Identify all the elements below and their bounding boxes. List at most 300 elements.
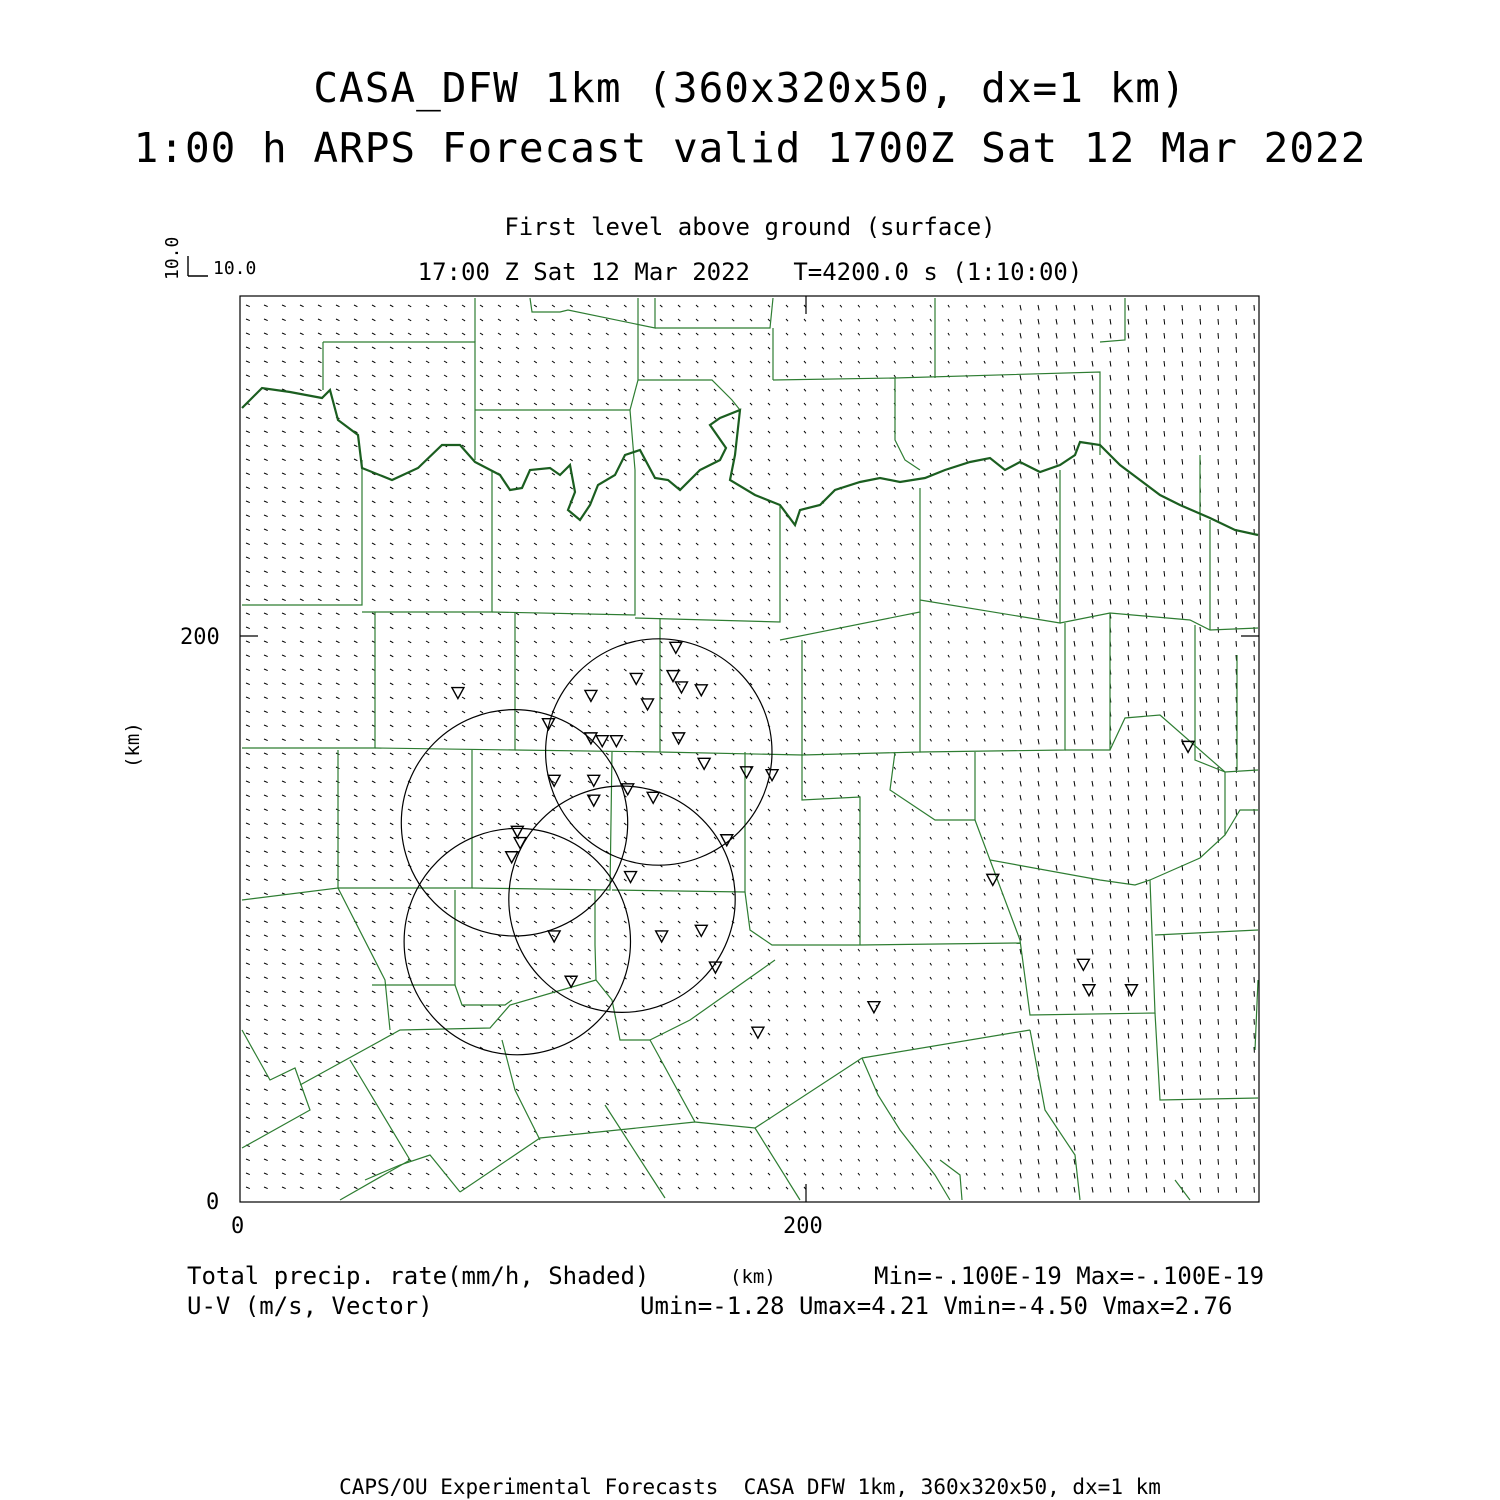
wind-vector (282, 641, 286, 643)
wind-vector (858, 655, 860, 657)
wind-vector (1074, 627, 1075, 633)
wind-vector (444, 991, 447, 993)
wind-vector (534, 641, 537, 643)
wind-vector (678, 655, 680, 657)
wind-vector (1056, 501, 1057, 507)
wind-vector (984, 1131, 985, 1134)
wind-vector (930, 837, 932, 839)
wind-vector (588, 599, 591, 601)
wind-vector (966, 739, 967, 742)
wind-vector (390, 1159, 393, 1161)
wind-vector (1182, 529, 1183, 535)
wind-vector (480, 1117, 483, 1119)
wind-vector (876, 949, 878, 951)
wind-vector (552, 529, 555, 531)
wind-vector (1002, 403, 1003, 406)
wind-vector (1002, 1159, 1003, 1162)
wind-vector (282, 347, 286, 349)
wind-vector (534, 1005, 537, 1007)
wind-vector (984, 613, 985, 616)
wind-vector (948, 725, 949, 727)
wind-vector (318, 333, 322, 335)
wind-vector (1110, 501, 1111, 507)
wind-vector (1164, 1117, 1165, 1123)
wind-vector (1200, 879, 1201, 885)
wind-vector (462, 473, 465, 475)
wind-vector (408, 711, 411, 713)
wind-vector (624, 1159, 627, 1161)
wind-vector (552, 753, 555, 755)
wind-vector (354, 417, 357, 419)
wind-vector (462, 907, 465, 909)
wind-vector (498, 1047, 501, 1049)
wind-vector (282, 375, 286, 377)
wind-vector (822, 1173, 824, 1175)
wind-vector (804, 1145, 806, 1147)
wind-vector (750, 361, 752, 363)
wind-vector (1200, 809, 1201, 815)
wind-vector (822, 557, 824, 559)
wind-vector (966, 935, 967, 938)
wind-vector (894, 851, 896, 853)
wind-vector (300, 879, 304, 881)
wind-vector (930, 697, 932, 699)
wind-vector (1128, 403, 1129, 409)
wind-vector (732, 907, 734, 909)
wind-vector (336, 655, 340, 657)
wind-vector (1074, 571, 1075, 577)
wind-vector (894, 1033, 896, 1035)
wind-vector (858, 361, 860, 363)
wind-vector (1056, 935, 1057, 941)
wind-vector (480, 893, 483, 895)
wind-vector (732, 599, 734, 601)
wind-vector (300, 571, 304, 573)
wind-vector (624, 1173, 627, 1175)
wind-vector (354, 1089, 357, 1091)
wind-vector (570, 1019, 573, 1021)
wind-vector (732, 767, 734, 769)
wind-vector (1164, 907, 1165, 913)
wind-vector (354, 907, 357, 909)
wind-vector (750, 1187, 752, 1189)
wind-vector (930, 907, 932, 909)
wind-vector (804, 935, 806, 937)
wind-vector (894, 1075, 896, 1077)
wind-vector (966, 557, 967, 560)
wind-vector (840, 739, 842, 741)
wind-vector (318, 389, 322, 391)
wind-vector (498, 1075, 501, 1077)
wind-vector (1038, 1033, 1039, 1038)
wind-vector (876, 921, 878, 923)
wind-vector (1092, 977, 1093, 983)
wind-vector (606, 375, 609, 377)
wind-vector (390, 1089, 393, 1091)
wind-vector (498, 683, 501, 685)
wind-vector (390, 403, 393, 405)
wind-vector (408, 1047, 411, 1049)
wind-vector (282, 683, 286, 685)
wind-vector (660, 879, 662, 881)
wind-vector (1128, 683, 1129, 689)
wind-vector (984, 1047, 985, 1050)
wind-vector (1128, 865, 1129, 871)
wind-vector (1146, 571, 1147, 577)
wind-vector (534, 739, 537, 741)
wind-vector (318, 613, 322, 615)
wind-vector (804, 711, 806, 713)
wind-vector (498, 781, 501, 783)
wind-vector (1110, 585, 1111, 591)
wind-vector (462, 585, 465, 587)
wind-vector (642, 711, 645, 713)
wind-vector (840, 1145, 842, 1147)
wind-vector (246, 571, 250, 573)
wind-vector (642, 571, 645, 573)
wind-vector (1002, 445, 1003, 448)
wind-vector (588, 725, 591, 727)
wind-vector (1110, 1131, 1111, 1137)
wind-vector (1236, 557, 1237, 563)
wind-vector (462, 1019, 465, 1021)
wind-vector (1074, 781, 1075, 787)
wind-vector (372, 935, 375, 937)
wind-vector (354, 361, 357, 363)
wind-vector (912, 333, 914, 335)
wind-vector (1128, 389, 1129, 395)
wind-vector (372, 571, 375, 573)
wind-vector (1092, 459, 1093, 465)
wind-vector (1092, 655, 1093, 661)
wind-vector (714, 1131, 716, 1133)
wind-vector (516, 963, 519, 965)
wind-vector (570, 389, 573, 391)
wind-vector (930, 1173, 932, 1175)
wind-vector (606, 417, 609, 419)
wind-vector (1218, 641, 1219, 647)
wind-vector (318, 1033, 322, 1035)
wind-vector (336, 403, 340, 405)
wind-vector (588, 361, 591, 363)
wind-vector (1218, 1005, 1219, 1011)
wind-vector (966, 697, 967, 700)
wind-vector (1182, 473, 1183, 479)
station-marker (585, 690, 597, 701)
wind-vector (246, 753, 250, 755)
wind-vector (1200, 389, 1201, 395)
wind-vector (1200, 893, 1201, 899)
wind-vector (426, 319, 429, 321)
wind-vector (426, 501, 429, 503)
wind-vector (444, 753, 447, 755)
wind-vector (984, 1159, 985, 1162)
valid-time-subtitle: 17:00 Z Sat 12 Mar 2022 T=4200.0 s (1:10:00) (417, 258, 1083, 286)
wind-vector (948, 1019, 949, 1021)
wind-vector (606, 501, 609, 503)
wind-vector (1074, 361, 1075, 367)
wind-vector (678, 445, 680, 447)
wind-vector (822, 305, 824, 307)
wind-vector (1056, 543, 1057, 549)
wind-vector (1056, 599, 1057, 605)
wind-vector (948, 431, 949, 433)
wind-vector (1200, 599, 1201, 605)
wind-vector (930, 1159, 932, 1161)
wind-vector (912, 585, 914, 587)
wind-vector (1182, 389, 1183, 395)
wind-vector (1164, 1047, 1165, 1053)
wind-vector (624, 893, 627, 895)
wind-vector (1182, 1145, 1183, 1151)
wind-vector (1038, 991, 1039, 996)
wind-vector (840, 375, 842, 377)
wind-vector (714, 1089, 716, 1091)
wind-vector (1038, 739, 1039, 744)
wind-vector (714, 1117, 716, 1119)
wind-vector (336, 739, 340, 741)
wind-vector (480, 851, 483, 853)
wind-vector (318, 347, 322, 349)
wind-vector (1092, 669, 1093, 675)
wind-vector (1110, 865, 1111, 871)
wind-vector (678, 907, 680, 909)
wind-vector (534, 389, 537, 391)
wind-vector (786, 809, 788, 811)
wind-vector (300, 781, 304, 783)
wind-vector (1146, 1075, 1147, 1081)
wind-vector (678, 571, 680, 573)
wind-vector (624, 543, 627, 545)
wind-vector (642, 487, 645, 489)
wind-vector (606, 459, 609, 461)
wind-vector (714, 655, 716, 657)
wind-vector (876, 781, 878, 783)
wind-vector (1074, 1047, 1075, 1053)
wind-vector (732, 319, 734, 321)
wind-vector (1218, 389, 1219, 395)
wind-vector (264, 417, 268, 419)
wind-vector (1092, 921, 1093, 927)
wind-vector (318, 711, 322, 713)
wind-vector (300, 613, 304, 615)
wind-vector (300, 459, 304, 461)
wind-vector (876, 991, 878, 993)
wind-vector (318, 515, 322, 517)
wind-vector (354, 851, 357, 853)
wind-vector (660, 515, 662, 517)
wind-vector (444, 669, 447, 671)
wind-vector (516, 1159, 519, 1161)
wind-vector (498, 403, 501, 405)
wind-vector (1146, 1131, 1147, 1137)
wind-vector (570, 1033, 573, 1035)
wind-vector (1236, 641, 1237, 647)
wind-vector (696, 669, 698, 671)
wind-vector (894, 529, 896, 531)
wind-vector (894, 347, 896, 349)
wind-vector (606, 977, 609, 979)
wind-vector (282, 837, 286, 839)
wind-vector (732, 305, 734, 307)
wind-vector (318, 571, 322, 573)
wind-vector (246, 851, 250, 853)
wind-vector (660, 333, 662, 335)
wind-vector (912, 781, 914, 783)
wind-vector (426, 669, 429, 671)
wind-vector (804, 977, 806, 979)
wind-vector (1164, 991, 1165, 997)
wind-vector (696, 1187, 698, 1189)
wind-vector (930, 963, 932, 965)
wind-vector (1200, 921, 1201, 927)
wind-vector (372, 403, 375, 405)
wind-vector (552, 305, 555, 307)
wind-vector (426, 445, 429, 447)
wind-vector (768, 403, 770, 405)
wind-vector (714, 529, 716, 531)
wind-vector (264, 1005, 268, 1007)
map-title-line-2: 1:00 h ARPS Forecast valid 1700Z Sat 12 Mar 2022 (133, 124, 1367, 172)
wind-vector (948, 739, 949, 741)
wind-vector (1128, 585, 1129, 591)
wind-vector (1200, 627, 1201, 633)
wind-vector (570, 865, 573, 867)
wind-vector (642, 1117, 645, 1119)
wind-vector (750, 739, 752, 741)
wind-vector (1200, 403, 1201, 409)
wind-vector (1128, 599, 1129, 605)
wind-vector (1092, 795, 1093, 801)
wind-vector (1074, 487, 1075, 493)
wind-vector (1200, 711, 1201, 717)
wind-vector (642, 1075, 645, 1077)
wind-vector (642, 753, 645, 755)
wind-vector (624, 599, 627, 601)
wind-vector (480, 725, 483, 727)
wind-vector (264, 907, 268, 909)
station-marker (698, 758, 710, 769)
wind-vector (426, 907, 429, 909)
wind-vector (588, 347, 591, 349)
wind-vector (876, 1047, 878, 1049)
wind-vector (624, 431, 627, 433)
wind-vector (372, 599, 375, 601)
wind-vector (714, 669, 716, 671)
wind-vector (282, 333, 286, 335)
wind-vector (750, 599, 752, 601)
wind-vector (876, 739, 878, 741)
wind-vector (318, 823, 322, 825)
station-marker (695, 925, 707, 936)
wind-vector (264, 445, 268, 447)
wind-vector (930, 795, 932, 797)
wind-vector (390, 753, 393, 755)
wind-vector (750, 1117, 752, 1119)
wind-vector (480, 389, 483, 391)
wind-vector (1002, 655, 1003, 658)
wind-vector (282, 879, 286, 881)
wind-vector (786, 907, 788, 909)
wind-vector (1110, 1117, 1111, 1123)
wind-vector (390, 851, 393, 853)
wind-vector (750, 879, 752, 881)
wind-vector (966, 1089, 967, 1092)
wind-vector (804, 319, 806, 321)
wind-vector (372, 417, 375, 419)
wind-vector (840, 585, 842, 587)
wind-vector (354, 669, 357, 671)
wind-vector (462, 711, 465, 713)
wind-vector (624, 375, 627, 377)
wind-vector (1074, 543, 1075, 549)
wind-vector (516, 473, 519, 475)
wind-vector (498, 809, 501, 811)
wind-vector (570, 487, 573, 489)
wind-vector (300, 599, 304, 601)
wind-vector (390, 963, 393, 965)
wind-vector (642, 543, 645, 545)
wind-vector (408, 823, 411, 825)
wind-vector (1128, 459, 1129, 465)
wind-vector (822, 1033, 824, 1035)
wind-vector (1218, 823, 1219, 829)
wind-vector (480, 361, 483, 363)
wind-vector (858, 613, 860, 615)
wind-vector (642, 529, 645, 531)
wind-vector (408, 1187, 411, 1189)
wind-vector (1236, 403, 1237, 409)
wind-vector (498, 375, 501, 377)
wind-vector (642, 1145, 645, 1147)
wind-vector (696, 809, 698, 811)
wind-vector (930, 487, 932, 489)
wind-vector (1074, 739, 1075, 745)
wind-vector (354, 1075, 357, 1077)
wind-vector (876, 571, 878, 573)
wind-vector (498, 977, 501, 979)
wind-vector (732, 669, 734, 671)
wind-vector (732, 361, 734, 363)
wind-vector (552, 725, 555, 727)
wind-vector (408, 851, 411, 853)
wind-vector (1020, 487, 1021, 492)
wind-vector (966, 501, 967, 504)
station-marker (695, 685, 707, 696)
wind-vector (390, 1145, 393, 1147)
wind-vector (1218, 417, 1219, 423)
wind-vector (696, 949, 698, 951)
wind-vector (552, 1061, 555, 1063)
wind-vector (786, 305, 788, 307)
wind-vector (714, 501, 716, 503)
wind-vector (1020, 809, 1021, 814)
wind-vector (462, 655, 465, 657)
wind-vector (696, 319, 698, 321)
wind-vector (1056, 809, 1057, 815)
wind-vector (1056, 823, 1057, 829)
wind-vector (408, 599, 411, 601)
wind-vector (498, 949, 501, 951)
wind-vector (282, 1089, 286, 1091)
wind-vector (1092, 1173, 1093, 1179)
wind-vector (786, 711, 788, 713)
wind-vector (318, 753, 322, 755)
wind-vector (1164, 669, 1165, 675)
wind-vector (264, 1061, 268, 1063)
wind-vector (1200, 753, 1201, 759)
wind-vector (372, 767, 375, 769)
